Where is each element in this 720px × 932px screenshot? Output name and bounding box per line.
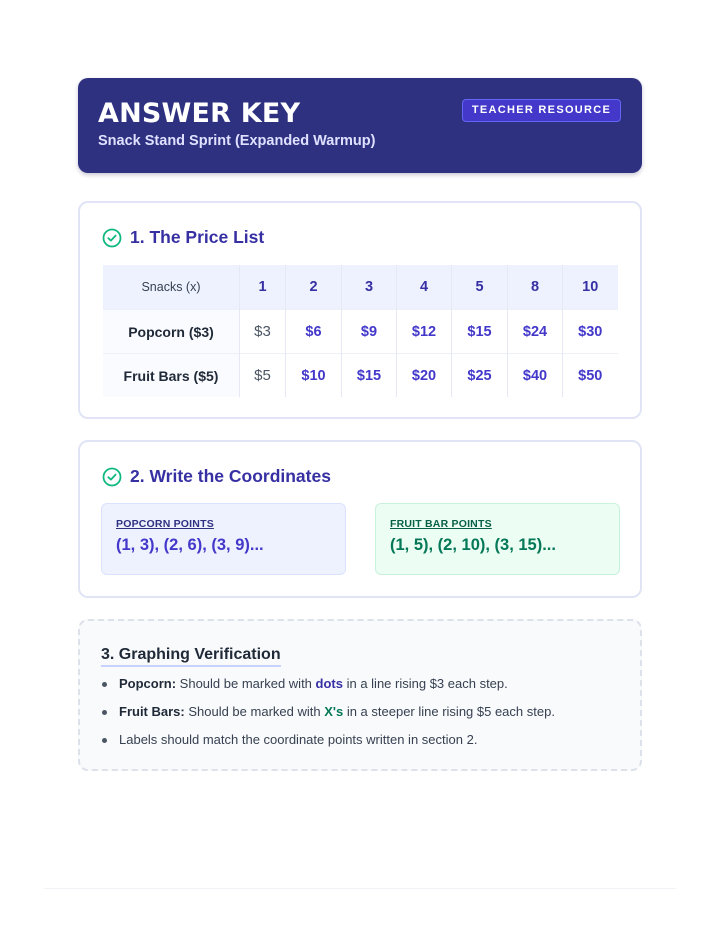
- check-circle-icon: [102, 467, 122, 487]
- graphing-verification-section: [78, 619, 642, 771]
- verification-list: [102, 674, 555, 758]
- quantity-cell: 3: [342, 265, 397, 310]
- section-title: 3. Graphing Verification: [101, 646, 281, 667]
- answer-cell: $6: [286, 310, 342, 354]
- quantity-cell: 5: [452, 265, 508, 310]
- answer-cell: $15: [452, 310, 508, 354]
- quantity-cell: 1: [240, 265, 286, 310]
- coordinates-section: [78, 440, 642, 598]
- answer-cell: $20: [397, 354, 452, 398]
- quantity-cell: 8: [508, 265, 563, 310]
- fruit-bar-points-value: (1, 5), (2, 10), (3, 15)...: [390, 536, 556, 554]
- item-text: in a steeper line rising $5 each step.: [343, 704, 555, 719]
- section-title: 1. The Price List: [130, 227, 265, 247]
- quantity-cell: 2: [286, 265, 342, 310]
- price-list-heading: [102, 227, 264, 248]
- price-table: [103, 265, 618, 397]
- answer-cell: $10: [286, 354, 342, 398]
- item-label: Popcorn:: [119, 676, 177, 691]
- check-circle-icon: [102, 228, 122, 248]
- answer-cell: $40: [508, 354, 563, 398]
- item-text: Labels should match the coordinate points written in section 2.: [119, 732, 478, 747]
- answer-cell: $50: [563, 354, 618, 398]
- fruit-bar-points-box: [375, 503, 620, 575]
- item-text: Should be marked with: [184, 704, 325, 719]
- list-item: [102, 702, 555, 730]
- answer-key-header: [78, 78, 642, 173]
- quantity-cell: 10: [563, 265, 618, 310]
- snacks-header-cell: Snacks (x): [103, 265, 240, 310]
- dots-emphasis: dots: [315, 676, 343, 691]
- table-row: [103, 354, 618, 398]
- answer-cell: $9: [342, 310, 397, 354]
- table-row: [103, 310, 618, 354]
- answer-cell: $25: [452, 354, 508, 398]
- popcorn-points-label: POPCORN POINTS: [116, 518, 214, 530]
- answer-cell: $30: [563, 310, 618, 354]
- given-price-cell: $5: [240, 354, 286, 398]
- list-item: [102, 730, 555, 758]
- x-emphasis: X's: [324, 704, 344, 719]
- coordinates-heading: [102, 466, 331, 487]
- popcorn-points-value: (1, 3), (2, 6), (3, 9)...: [116, 536, 264, 554]
- answer-cell: $15: [342, 354, 397, 398]
- row-label: Fruit Bars ($5): [103, 354, 240, 398]
- quantity-cell: 4: [397, 265, 452, 310]
- list-item: [102, 674, 555, 702]
- popcorn-points-box: [101, 503, 346, 575]
- teacher-resource-badge: TEACHER RESOURCE: [462, 99, 621, 122]
- item-label: Fruit Bars:: [119, 704, 185, 719]
- answer-cell: $24: [508, 310, 563, 354]
- price-list-section: [78, 201, 642, 419]
- table-header-row: [103, 265, 618, 310]
- row-label: Popcorn ($3): [103, 310, 240, 354]
- section-title: 2. Write the Coordinates: [130, 466, 331, 486]
- page-title: ANSWER KEY: [98, 98, 301, 129]
- item-text: in a line rising $3 each step.: [342, 676, 508, 691]
- given-price-cell: $3: [240, 310, 286, 354]
- item-text: Should be marked with: [176, 676, 316, 691]
- fruit-bar-points-label: FRUIT BAR POINTS: [390, 518, 492, 530]
- footer-divider: [44, 888, 676, 889]
- page-subtitle: Snack Stand Sprint (Expanded Warmup): [98, 133, 376, 149]
- answer-cell: $12: [397, 310, 452, 354]
